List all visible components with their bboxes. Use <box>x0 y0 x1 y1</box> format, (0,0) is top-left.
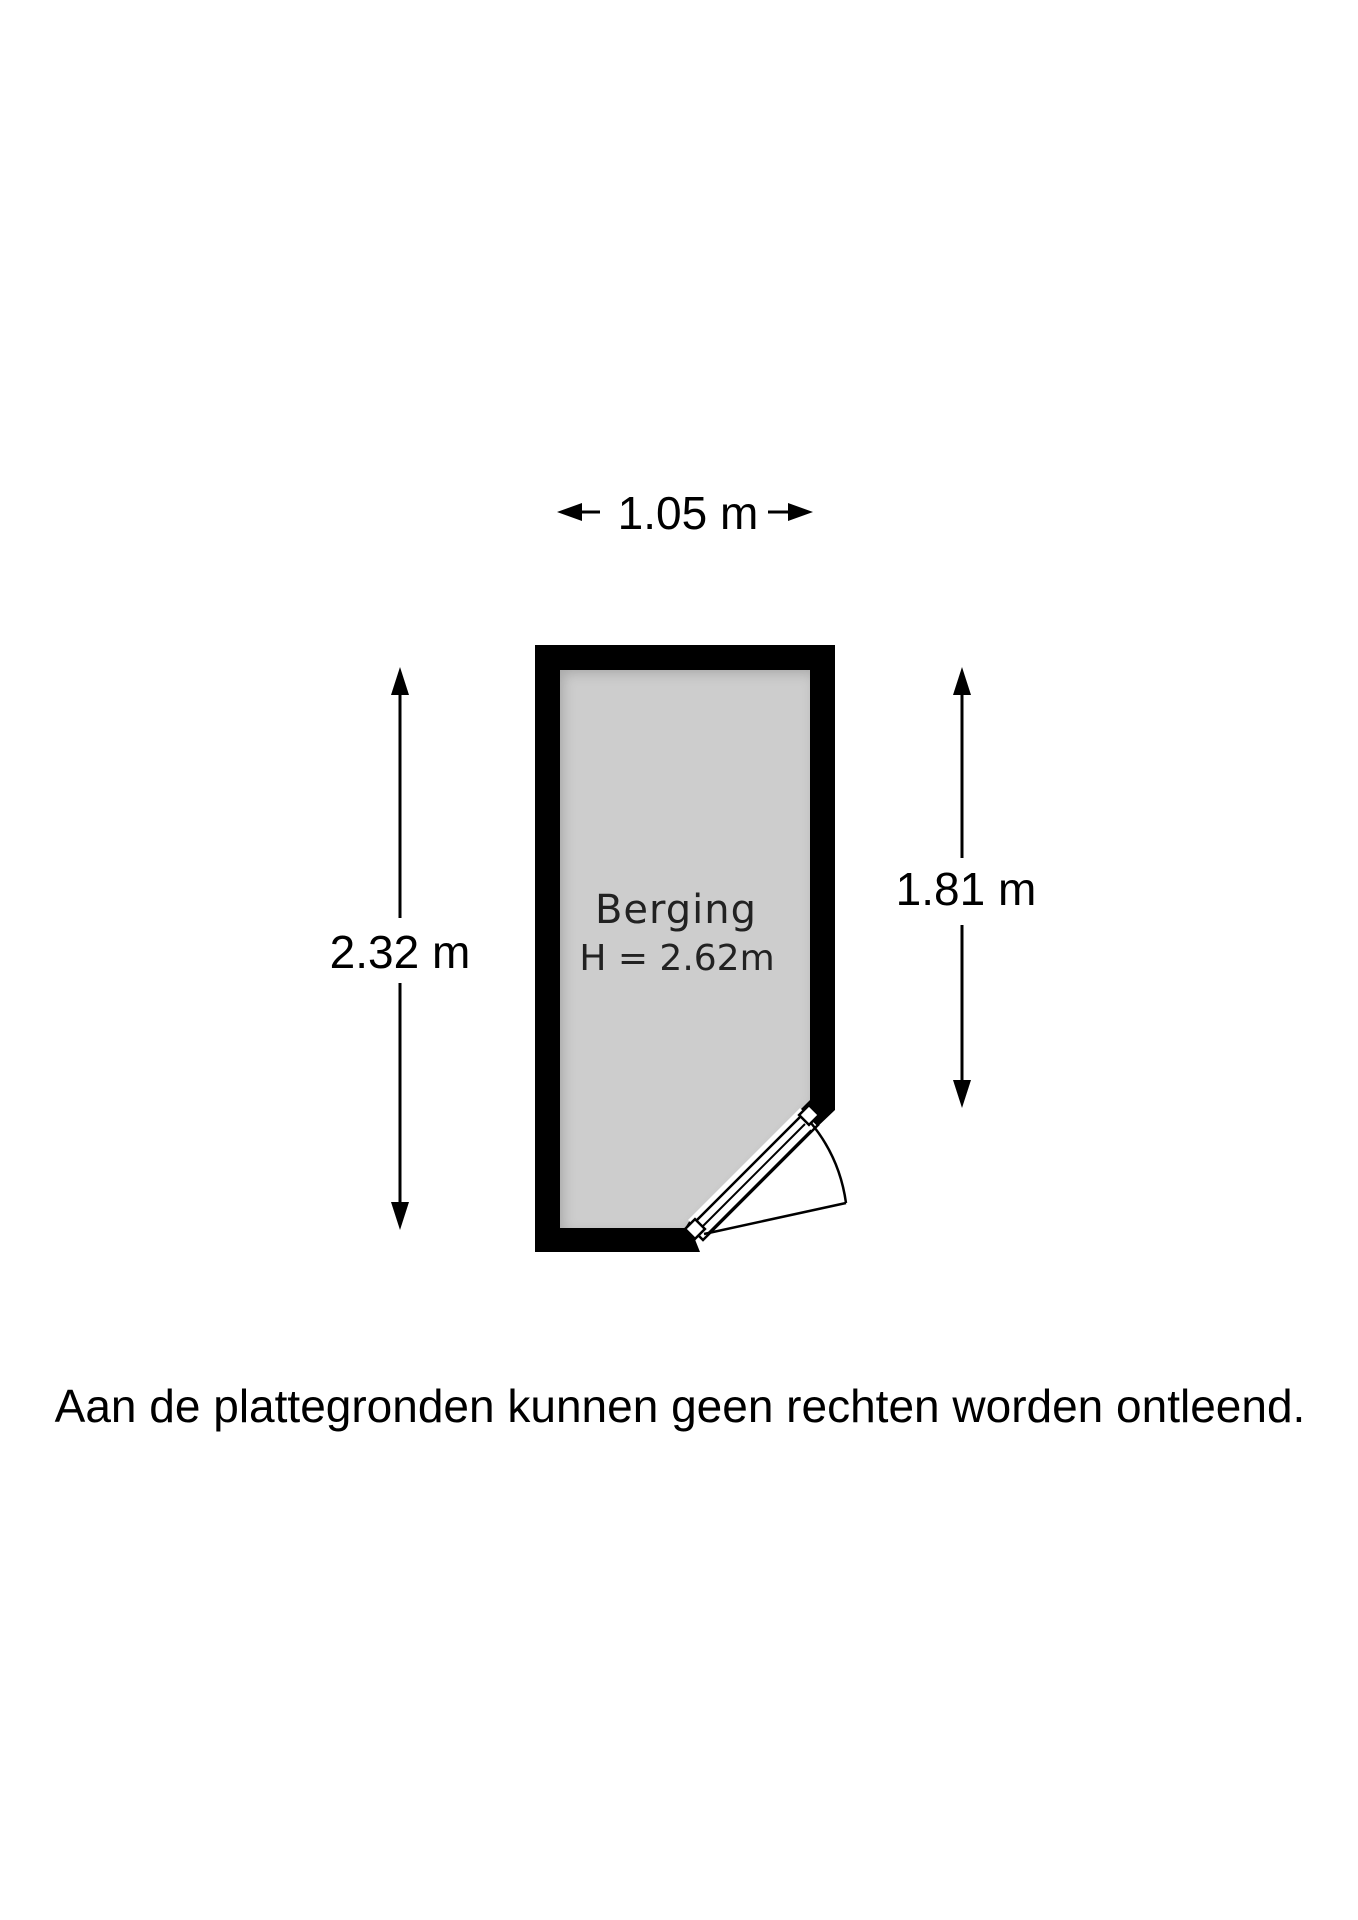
disclaimer-text: Aan de plattegronden kunnen geen rechten worden ontleend. <box>54 1380 1306 1432</box>
room-name: Berging <box>594 887 758 933</box>
arrow-right-icon <box>788 503 813 521</box>
door-swing-arc <box>811 1123 846 1203</box>
right-height-label: 1.81 m <box>895 863 1037 915</box>
left-height-label: 2.32 m <box>329 926 471 978</box>
right-height-dimension <box>896 667 1037 1108</box>
arrow-left-icon <box>557 503 582 521</box>
left-height-dimension <box>330 667 471 1230</box>
width-label: 1.05 m <box>617 487 759 539</box>
width-dimension <box>557 487 813 539</box>
room-height: H = 2.62m <box>579 938 775 979</box>
arrow-down-icon <box>391 1202 409 1230</box>
arrow-down-icon <box>953 1080 971 1108</box>
room-berging <box>535 645 846 1252</box>
